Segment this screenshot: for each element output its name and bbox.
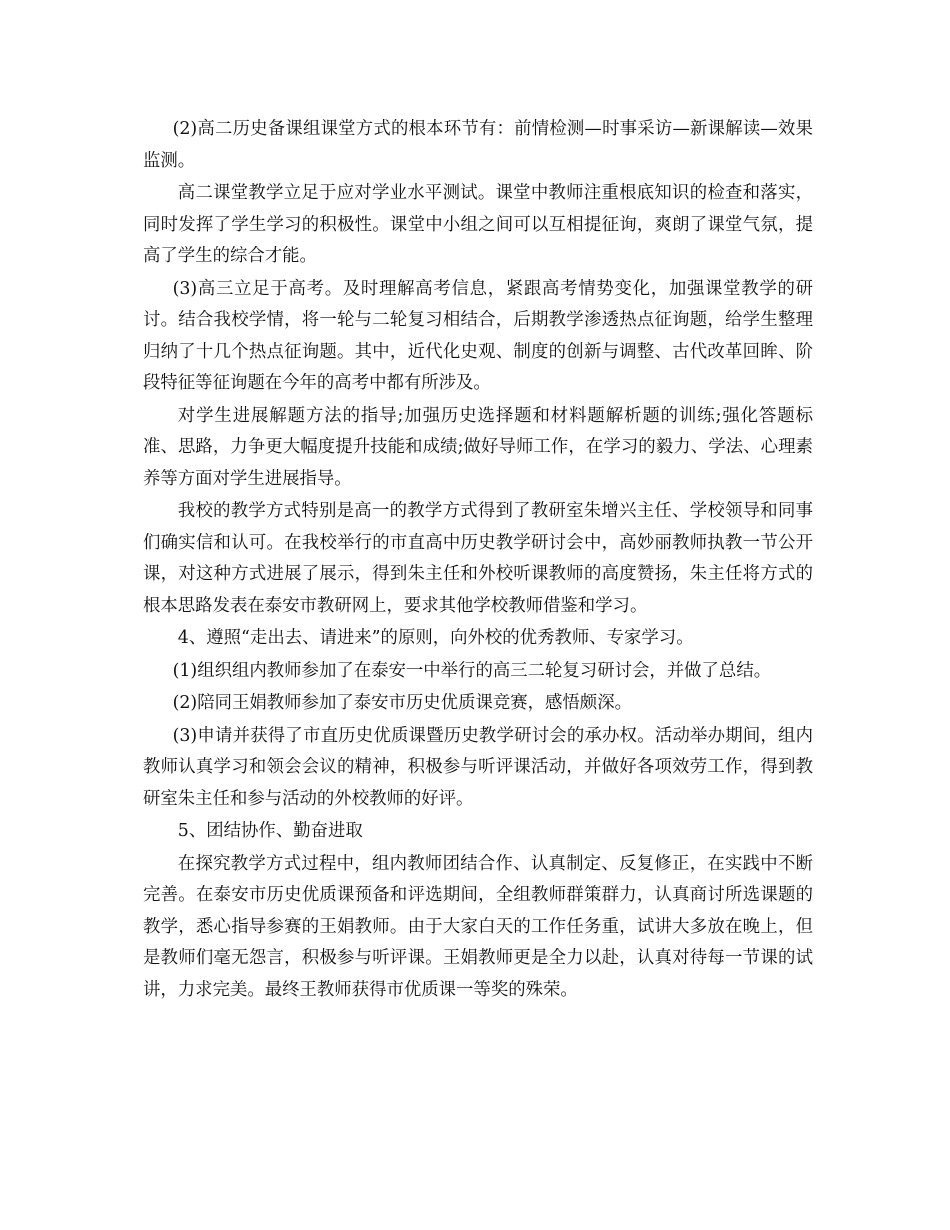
section-heading-4: 4、遵照“走出去、请进来”的原则，向外校的优秀教师、专家学习。 <box>177 628 694 648</box>
paragraph-grade2-teaching: 高二课堂教学立足于应对学业水平测试。课堂中教师注重根底知识的检查和落实，同时发挥了学生学习的积极性。课堂中小组之间可以互相提征询，爽朗了课堂气氛，提高了学生的综合才能。 <box>143 183 813 266</box>
section-heading-5: 5、团结协作、勤奋进取 <box>177 821 363 841</box>
paragraph-item-2: (2)陪同王娟教师参加了泰安市历史优质课竞赛，感悟颇深。 <box>172 693 632 713</box>
paragraph-grade3-exam: (3)高三立足于高考。及时理解高考信息，紧跟高考情势变化，加强课堂教学的研讨。结合我校学情，将一轮与二轮复习相结合，后期教学渗透热点征询题，给学生整理归纳了十几个热点征询题。其中，近代化史观、制度的创新与调整、古代改革回眸、阶段特征等征询题在今年的高考中都有所涉及。 <box>143 278 813 393</box>
paragraph-teaching-method-recognition: 我校的教学方式特别是高一的教学方式得到了教研室朱增兴主任、学校领导和同事们确实信和认可。在我校举行的市直高中历史教学研讨会中，高妙丽教师执教一节公开课，对这种方式进展了展示，得到朱主任和外校听课教师的高度赞扬，朱主任将方式的根本思路发表在泰安市教研网上，要求其他学校教师借鉴和学习。 <box>143 501 813 616</box>
paragraph-item-1: (1)组织组内教师参加了在泰安一中举行的高三二轮复习研讨会，并做了总结。 <box>172 660 772 681</box>
document-body <box>143 114 813 1007</box>
paragraph-teamwork: 在探究教学方式过程中，组内教师团结合作、认真制定、反复修正，在实践中不断完善。在泰安市历史优质课预备和评选期间，全组教师群策群力，认真商讨所选课题的教学，悉心指导参赛的王娟教师。由于大家白天的工作任务重，试讲大多放在晚上，但是教师们毫无怨言，积极参与听评课。王娟教师更是全力以赴，认真对待每一节课的试讲，力求完美。最终王教师获得市优质课一等奖的殊荣。 <box>143 853 813 1000</box>
paragraph-item-3: (3)申请并获得了市直历史优质课暨历史教学研讨会的承办权。活动举办期间，组内教师认真学习和领会会议的精神，积极参与听评课活动，并做好各项效劳工作，得到教研室朱主任和参与活动的外校教师的好评。 <box>143 725 813 809</box>
paragraph-grade2-lesson-steps: (2)高二历史备课组课堂方式的根本环节有：前情检测—时事采访—新课解读—效果监测。 <box>143 119 813 171</box>
paragraph-problem-solving-guidance: 对学生进展解题方法的指导;加强历史选择题和材料题解析题的训练;强化答题标准、思路，力争更大幅度提升技能和成绩;做好导师工作，在学习的毅力、学法、心理素养等方面对学生进展指导。 <box>143 405 813 489</box>
